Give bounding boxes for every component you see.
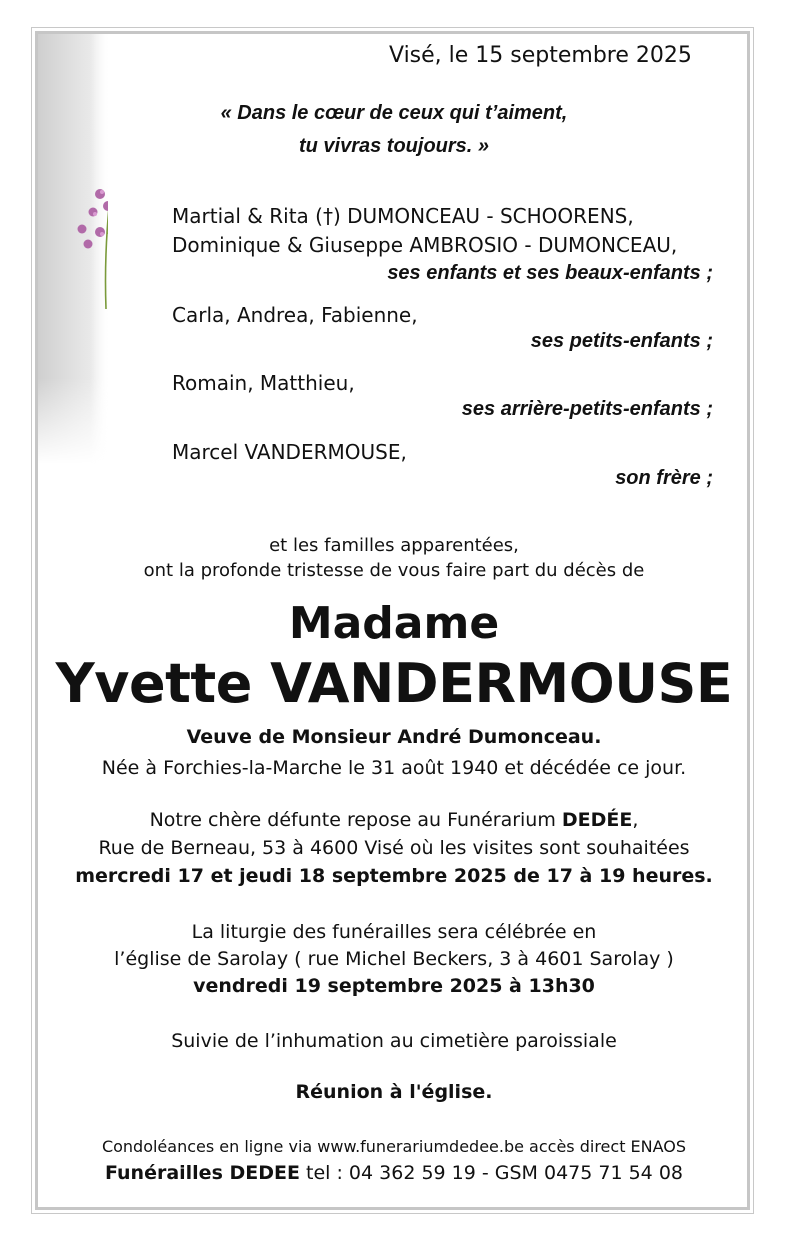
reunion-line: Réunion à l'église. xyxy=(295,1081,493,1103)
funeral-line-2: l’église de Sarolay ( rue Michel Beckers, 3 à 4601 Sarolay ) xyxy=(114,948,674,970)
flower-decoration xyxy=(38,34,108,464)
condolences-line: Condoléances en ligne via www.funerariumdedee.be accès direct ENAOS xyxy=(101,1137,687,1156)
announcement-line-2: ont la profonde tristesse de vous faire part du décès de xyxy=(143,560,645,581)
brother-role: son frère ; xyxy=(615,467,713,489)
brother-name: Marcel VANDERMOUSE, xyxy=(172,440,407,464)
widow-of: Veuve de Monsieur André Dumonceau. xyxy=(186,726,602,748)
visitation-line-1: Notre chère défunte repose au Funérarium DEDÉE, xyxy=(149,809,639,831)
quote-line-1: « Dans le cœur de ceux qui t’aiment, xyxy=(220,102,568,124)
grandchildren-names: Carla, Andrea, Fabienne, xyxy=(172,303,418,327)
date-line: Visé, le 15 septembre 2025 xyxy=(389,43,692,68)
contact-line xyxy=(38,1162,750,1184)
visitation-line-2: Rue de Berneau, 53 à 4600 Visé où les visites sont souhaitées xyxy=(98,837,690,859)
company-name: Funérailles DEDEE xyxy=(104,1162,300,1184)
children-name-2: Dominique & Giuseppe AMBROSIO - DUMONCEAU, xyxy=(172,233,678,257)
funeral-line-1: La liturgie des funérailles sera célébrée en xyxy=(191,921,597,943)
deceased-name: Yvette VANDERMOUSE xyxy=(55,652,733,715)
grandchildren-role: ses petits-enfants ; xyxy=(530,330,713,352)
contact-numbers: tel : 04 362 59 19 - GSM 0475 71 54 08 xyxy=(299,1162,683,1184)
birth-death: Née à Forchies-la-Marche le 31 août 1940 et décédée ce jour. xyxy=(101,757,687,779)
burial-line: Suivie de l’inhumation au cimetière paroissiale xyxy=(171,1030,617,1052)
children-role: ses enfants et ses beaux-enfants ; xyxy=(387,262,713,284)
great-grandchildren-role: ses arrière-petits-enfants ; xyxy=(461,398,713,420)
announcement-line-1: et les familles apparentées, xyxy=(269,535,519,556)
quote-line-2: tu vivras toujours. » xyxy=(298,135,490,157)
funerarium-name: DEDÉE xyxy=(561,809,633,831)
funeral-line-3: vendredi 19 septembre 2025 à 13h30 xyxy=(193,975,595,997)
great-grandchildren-names: Romain, Matthieu, xyxy=(172,371,355,395)
visitation-line-3: mercredi 17 et jeudi 18 septembre 2025 de 17 à 19 heures. xyxy=(75,865,713,887)
deceased-title: Madame xyxy=(288,598,500,649)
children-name-1: Martial & Rita (†) DUMONCEAU - SCHOORENS, xyxy=(172,204,634,228)
